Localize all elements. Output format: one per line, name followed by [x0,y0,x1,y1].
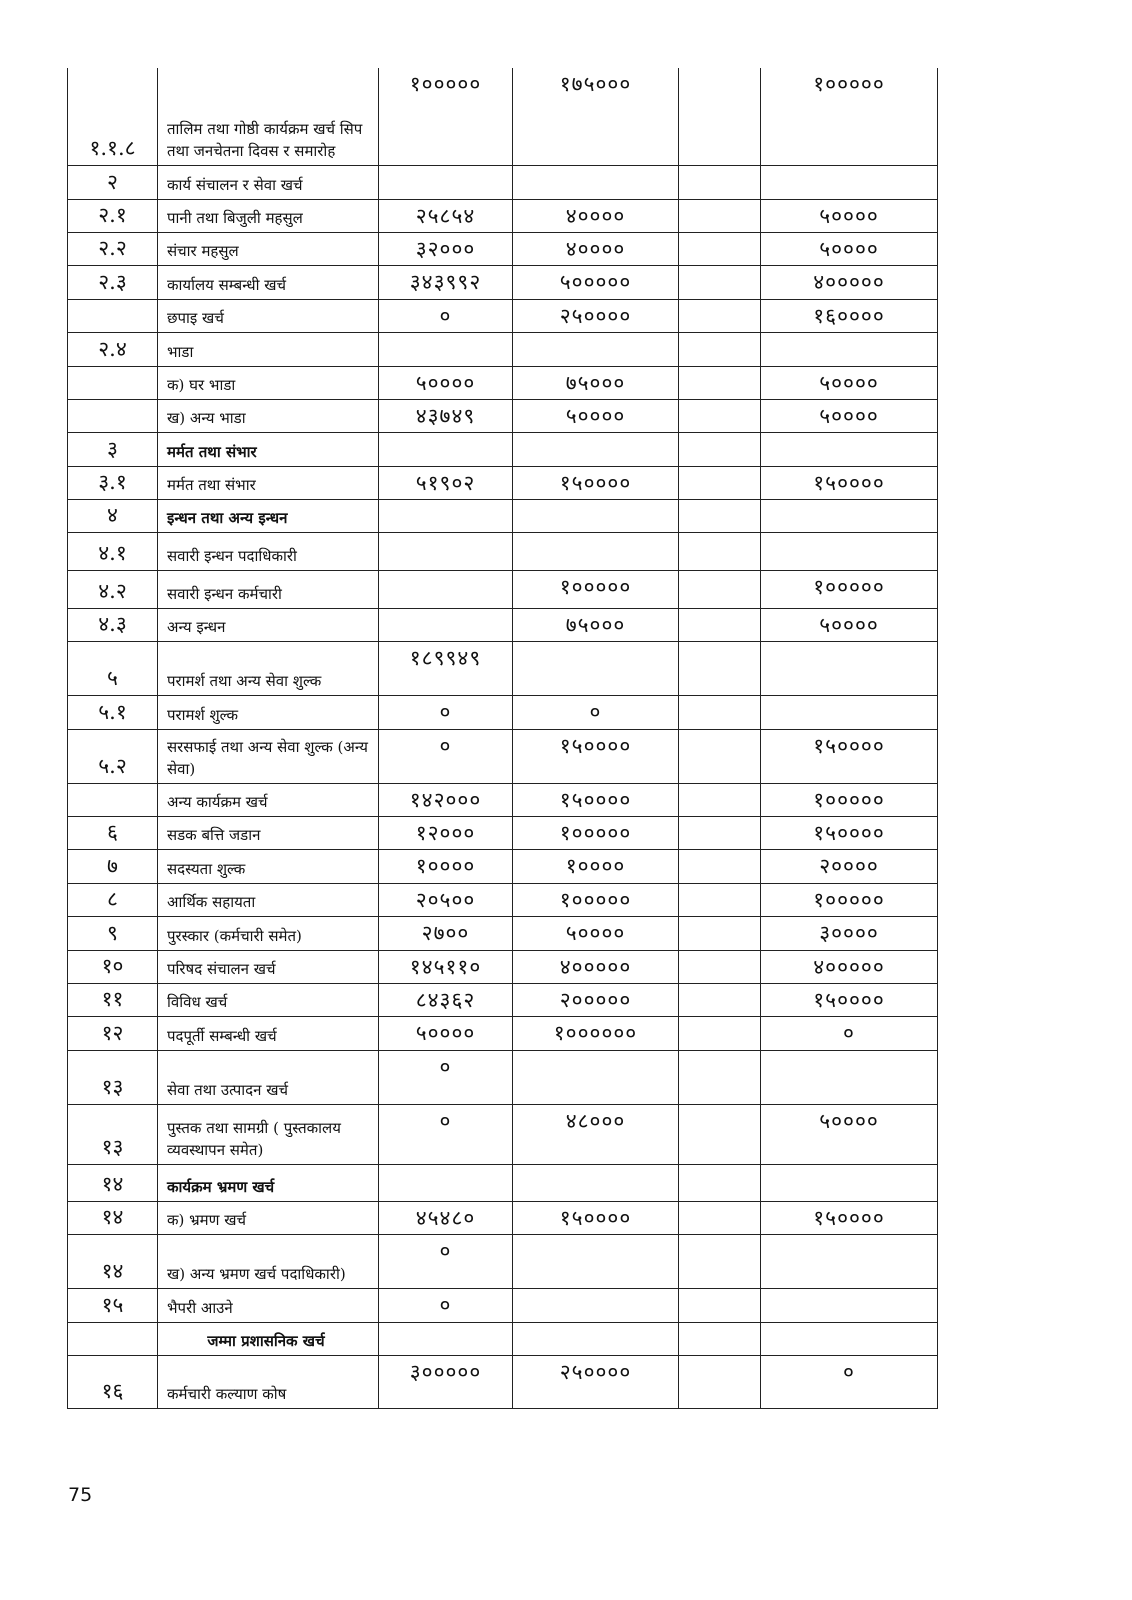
budget-amount-cell: २०००० [761,849,938,883]
budget-amount-cell: १००००० [761,68,938,165]
empty-cell [679,165,761,199]
estimated-amount-cell: ० [513,695,679,729]
budget-amount-cell: ० [761,1016,938,1050]
actual-amount-cell: ० [379,1234,513,1288]
code-cell [68,399,158,432]
description-cell: अन्य इन्धन [158,608,379,641]
code-cell: ४.३ [68,608,158,641]
actual-amount-cell [379,1322,513,1355]
actual-amount-cell: ३४३९९२ [379,265,513,299]
description-cell: सवारी इन्धन पदाधिकारी [158,532,379,570]
code-cell [68,299,158,332]
code-cell: ३.१ [68,466,158,499]
empty-cell [679,499,761,532]
actual-amount-cell [379,332,513,366]
actual-amount-cell: ३२००० [379,232,513,265]
table-row [68,232,938,265]
code-cell: ५.१ [68,695,158,729]
actual-amount-cell: १००००० [379,68,513,165]
empty-cell [679,1288,761,1322]
code-cell: १४ [68,1201,158,1234]
empty-cell [679,332,761,366]
empty-cell [679,1050,761,1104]
actual-amount-cell [379,432,513,466]
code-cell [68,783,158,816]
table-row [68,1234,938,1288]
description-cell: परिषद संचालन खर्च [158,950,379,983]
actual-amount-cell: ० [379,1288,513,1322]
estimated-amount-cell [513,1322,679,1355]
table-row [68,950,938,983]
table-row [68,641,938,695]
budget-amount-cell [761,1322,938,1355]
code-cell: २.३ [68,265,158,299]
code-cell: ५ [68,641,158,695]
budget-amount-cell [761,165,938,199]
code-cell: २.२ [68,232,158,265]
estimated-amount-cell: ५००००० [513,265,679,299]
actual-amount-cell: ० [379,729,513,783]
table-row [68,570,938,608]
code-cell: ७ [68,849,158,883]
page-number: 75 [68,1484,93,1506]
empty-cell [679,366,761,399]
description-cell: तालिम तथा गोष्ठी कार्यक्रम खर्च सिप तथा जनचेतना दिवस र समारोह [158,68,379,165]
empty-cell [679,1104,761,1164]
budget-amount-cell: ५०००० [761,608,938,641]
estimated-amount-cell: ४८००० [513,1104,679,1164]
description-cell: क) घर भाडा [158,366,379,399]
budget-amount-cell [761,432,938,466]
budget-amount-cell [761,499,938,532]
empty-cell [679,199,761,232]
code-cell: ४ [68,499,158,532]
budget-amount-cell: ० [761,1355,938,1408]
budget-amount-cell: ५०००० [761,199,938,232]
budget-amount-cell: १५०००० [761,816,938,849]
actual-amount-cell: २५८५४ [379,199,513,232]
empty-cell [679,1016,761,1050]
empty-cell [679,883,761,916]
empty-cell [679,1234,761,1288]
table-row [68,299,938,332]
actual-amount-cell: २०५०० [379,883,513,916]
budget-amount-cell: ५०००० [761,366,938,399]
estimated-amount-cell [513,499,679,532]
table-row [68,399,938,432]
budget-amount-cell [761,641,938,695]
actual-amount-cell: १४२००० [379,783,513,816]
code-cell: ९ [68,916,158,950]
estimated-amount-cell: ४०००० [513,232,679,265]
actual-amount-cell: ० [379,1050,513,1104]
budget-amount-cell: ३०००० [761,916,938,950]
estimated-amount-cell: ४००००० [513,950,679,983]
description-cell: ख) अन्य भाडा [158,399,379,432]
description-cell: पदपूर्ती सम्बन्धी खर्च [158,1016,379,1050]
actual-amount-cell: ४३७४९ [379,399,513,432]
estimated-amount-cell: ७५००० [513,366,679,399]
table-row [68,265,938,299]
budget-amount-cell: १५०००० [761,1201,938,1234]
empty-cell [679,1201,761,1234]
code-cell [68,1322,158,1355]
code-cell: १२ [68,1016,158,1050]
description-cell: कार्यालय सम्बन्धी खर्च [158,265,379,299]
empty-cell [679,1322,761,1355]
estimated-amount-cell: १००००० [513,570,679,608]
actual-amount-cell [379,1164,513,1201]
budget-amount-cell: ५०००० [761,399,938,432]
budget-amount-cell [761,695,938,729]
table-row [68,608,938,641]
actual-amount-cell: ५०००० [379,1016,513,1050]
table-row [68,1322,938,1355]
table-row [68,532,938,570]
empty-cell [679,299,761,332]
actual-amount-cell: ० [379,1104,513,1164]
table-row [68,432,938,466]
code-cell: ११ [68,983,158,1016]
table-row [68,1164,938,1201]
code-cell: २ [68,165,158,199]
code-cell: ४.२ [68,570,158,608]
description-cell: पुस्तक तथा सामग्री ( पुस्तकालय व्यवस्थापन समेत) [158,1104,379,1164]
budget-amount-cell [761,1050,938,1104]
estimated-amount-cell [513,1050,679,1104]
table-body [68,68,938,1408]
empty-cell [679,950,761,983]
actual-amount-cell: ० [379,299,513,332]
description-cell: सदस्यता शुल्क [158,849,379,883]
code-cell: १.१.८ [68,68,158,165]
estimated-amount-cell: १०००० [513,849,679,883]
budget-amount-cell [761,332,938,366]
estimated-amount-cell: ५०००० [513,399,679,432]
table-row [68,883,938,916]
estimated-amount-cell [513,332,679,366]
code-cell: १६ [68,1355,158,1408]
empty-cell [679,983,761,1016]
budget-amount-cell: १५०००० [761,466,938,499]
description-cell: मर्मत तथा संभार [158,466,379,499]
budget-amount-cell [761,1288,938,1322]
description-cell: भाडा [158,332,379,366]
table-row [68,1201,938,1234]
description-cell: विविध खर्च [158,983,379,1016]
empty-cell [679,265,761,299]
description-cell: सरसफाई तथा अन्य सेवा शुल्क (अन्य सेवा) [158,729,379,783]
empty-cell [679,399,761,432]
estimated-amount-cell [513,1164,679,1201]
code-cell: ६ [68,816,158,849]
table-row [68,729,938,783]
table-row [68,1355,938,1408]
estimated-amount-cell [513,165,679,199]
description-cell: अन्य कार्यक्रम खर्च [158,783,379,816]
code-cell: १४ [68,1164,158,1201]
code-cell [68,366,158,399]
table-row [68,466,938,499]
estimated-amount-cell [513,1234,679,1288]
empty-cell [679,570,761,608]
table-row [68,983,938,1016]
table-row [68,1104,938,1164]
budget-amount-cell [761,1234,938,1288]
code-cell: ४.१ [68,532,158,570]
description-cell: मर्मत तथा संभार [158,432,379,466]
description-cell: जम्मा प्रशासनिक खर्च [158,1322,379,1355]
budget-amount-cell: ५०००० [761,232,938,265]
description-cell: इन्धन तथा अन्य इन्धन [158,499,379,532]
actual-amount-cell [379,499,513,532]
estimated-amount-cell: २५०००० [513,1355,679,1408]
empty-cell [679,532,761,570]
empty-cell [679,729,761,783]
empty-cell [679,68,761,165]
actual-amount-cell [379,608,513,641]
description-cell: छपाइ खर्च [158,299,379,332]
table-row [68,332,938,366]
estimated-amount-cell: १०००००० [513,1016,679,1050]
table-row [68,68,938,165]
budget-amount-cell [761,532,938,570]
actual-amount-cell [379,532,513,570]
empty-cell [679,816,761,849]
code-cell: १३ [68,1104,158,1164]
code-cell: २.४ [68,332,158,366]
actual-amount-cell: ८४३६२ [379,983,513,1016]
estimated-amount-cell: ४०००० [513,199,679,232]
budget-amount-cell: ५०००० [761,1104,938,1164]
actual-amount-cell: ४५४८० [379,1201,513,1234]
description-cell: सडक बत्ति जडान [158,816,379,849]
description-cell: भैपरी आउने [158,1288,379,1322]
description-cell: सेवा तथा उत्पादन खर्च [158,1050,379,1104]
description-cell: पुरस्कार (कर्मचारी समेत) [158,916,379,950]
table-row [68,916,938,950]
table-row [68,1016,938,1050]
code-cell: १५ [68,1288,158,1322]
actual-amount-cell: ५१९०२ [379,466,513,499]
estimated-amount-cell: १५०००० [513,466,679,499]
description-cell: परामर्श तथा अन्य सेवा शुल्क [158,641,379,695]
actual-amount-cell: १८९९४९ [379,641,513,695]
description-cell: कर्मचारी कल्याण कोष [158,1355,379,1408]
empty-cell [679,783,761,816]
table-row [68,783,938,816]
description-cell: संचार महसुल [158,232,379,265]
estimated-amount-cell: २००००० [513,983,679,1016]
estimated-amount-cell: १५०००० [513,783,679,816]
code-cell: १३ [68,1050,158,1104]
table-row [68,695,938,729]
estimated-amount-cell: १५०००० [513,1201,679,1234]
description-cell: पानी तथा बिजुली महसुल [158,199,379,232]
empty-cell [679,232,761,265]
table-row [68,366,938,399]
actual-amount-cell: ५०००० [379,366,513,399]
empty-cell [679,1355,761,1408]
code-cell: ५.२ [68,729,158,783]
table-row [68,499,938,532]
budget-amount-cell: १६०००० [761,299,938,332]
budget-amount-cell: ४००००० [761,265,938,299]
estimated-amount-cell: १७५००० [513,68,679,165]
table-row [68,199,938,232]
description-cell: ख) अन्य भ्रमण खर्च पदाधिकारी) [158,1234,379,1288]
actual-amount-cell [379,165,513,199]
estimated-amount-cell: ७५००० [513,608,679,641]
actual-amount-cell: ० [379,695,513,729]
budget-amount-cell: १००००० [761,570,938,608]
code-cell: ८ [68,883,158,916]
table-row [68,816,938,849]
empty-cell [679,849,761,883]
actual-amount-cell [379,570,513,608]
code-cell: २.१ [68,199,158,232]
empty-cell [679,466,761,499]
description-cell: परामर्श शुल्क [158,695,379,729]
table-row [68,1050,938,1104]
budget-amount-cell: ४००००० [761,950,938,983]
code-cell: ३ [68,432,158,466]
description-cell: आर्थिक सहायता [158,883,379,916]
estimated-amount-cell [513,1288,679,1322]
budget-amount-cell: १००००० [761,883,938,916]
estimated-amount-cell: १५०००० [513,729,679,783]
empty-cell [679,641,761,695]
estimated-amount-cell [513,641,679,695]
estimated-amount-cell [513,432,679,466]
actual-amount-cell: १०००० [379,849,513,883]
estimated-amount-cell: १००००० [513,883,679,916]
empty-cell [679,608,761,641]
budget-amount-cell: १५०००० [761,983,938,1016]
estimated-amount-cell [513,532,679,570]
description-cell: कार्य संचालन र सेवा खर्च [158,165,379,199]
actual-amount-cell: १२००० [379,816,513,849]
budget-table [67,68,938,1409]
description-cell: क) भ्रमण खर्च [158,1201,379,1234]
budget-amount-cell: १५०००० [761,729,938,783]
estimated-amount-cell: २५०००० [513,299,679,332]
table-row [68,849,938,883]
actual-amount-cell: २७०० [379,916,513,950]
empty-cell [679,916,761,950]
description-cell: कार्यक्रम भ्रमण खर्च [158,1164,379,1201]
table-row [68,165,938,199]
budget-amount-cell [761,1164,938,1201]
empty-cell [679,695,761,729]
code-cell: १० [68,950,158,983]
description-cell: सवारी इन्धन कर्मचारी [158,570,379,608]
empty-cell [679,432,761,466]
estimated-amount-cell: ५०००० [513,916,679,950]
empty-cell [679,1164,761,1201]
estimated-amount-cell: १००००० [513,816,679,849]
table-row [68,1288,938,1322]
budget-amount-cell: १००००० [761,783,938,816]
actual-amount-cell: १४५११० [379,950,513,983]
actual-amount-cell: ३००००० [379,1355,513,1408]
code-cell: १४ [68,1234,158,1288]
